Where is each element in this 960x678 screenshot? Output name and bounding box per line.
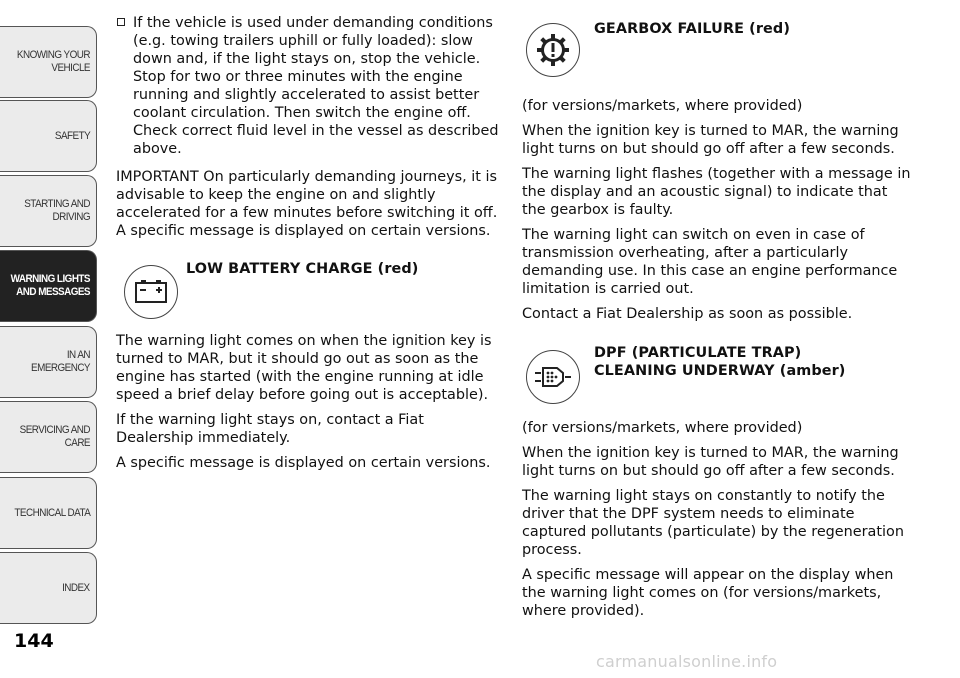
battery-paragraph: A specific message is displayed on certain versions. [116,455,491,471]
gearbox-warning-header [522,20,914,97]
battery-warning-title: LOW BATTERY CHARGE (red) [186,261,419,277]
battery-paragraph: The warning light comes on when the ignition key is turned to MAR, but it should go out as soon as the engine has started (with the engine running at idle speed a brief delay before going out is acceptable). [116,333,492,403]
dpf-paragraph: When the ignition key is turned to MAR, the warning light turns on but should go off after a few seconds. [522,445,899,479]
gearbox-paragraph: The warning light can switch on even in case of transmission overheating, after a particularly demanding use. In this case an engine performance limitation is carried out. [522,227,898,297]
gearbox-paragraph: Contact a Fiat Dealership as soon as possible. [522,306,853,322]
right-column [522,0,914,627]
tab-starting-and-driving[interactable]: STARTING AND DRIVING [0,175,97,247]
battery-paragraph: If the warning light stays on, contact a Fiat Dealership immediately. [116,412,424,446]
dpf-paragraph: (for versions/markets, where provided) [522,420,803,436]
gearbox-failure-icon [526,23,580,77]
left-column [116,0,500,479]
gearbox-warning-title: GEARBOX FAILURE (red) [594,21,790,37]
important-note: IMPORTANT On particularly demanding journeys, it is advisable to keep the engine on and slightly accelerated for a few minutes before switching it off. A specific message is displayed on certain versions. [116,169,498,239]
battery-icon [124,265,178,319]
dpf-warning-title: DPF (PARTICULATE TRAP) CLEANING UNDERWAY (amber) [594,345,846,379]
tab-warning-lights-and-messages[interactable]: WARNING LIGHTS AND MESSAGES [0,250,97,322]
bullet-item: If the vehicle is used under demanding conditions (e.g. towing trailers uphill or fully loaded): slow down and, if the light stays on, stop the vehicle. Stop for two or three minutes with the engine running and slightly accelerated to assist better coolant circulation. Then switch the engine off. Check correct fluid level in the vessel as described above. [116,14,500,158]
tab-index[interactable]: INDEX [0,552,97,624]
dpf-paragraph: A specific message will appear on the display when the warning light comes on (for versions/markets, where provided). [522,567,894,619]
gearbox-paragraph: When the ignition key is turned to MAR, the warning light turns on but should go off after a few seconds. [522,123,899,157]
tab-servicing-and-care[interactable]: SERVICING AND CARE [0,401,97,473]
checkbox-bullet-icon [117,18,125,26]
dpf-icon [526,350,580,404]
gearbox-paragraph: (for versions/markets, where provided) [522,98,803,114]
dpf-warning-header [522,344,914,419]
page-number: 144 [14,630,54,652]
gearbox-paragraph: The warning light flashes (together with a message in the display and an acoustic signal) to indicate that the gearbox is faulty. [522,166,911,218]
tab-knowing-your-vehicle[interactable]: KNOWING YOUR VEHICLE [0,26,97,98]
watermark: carmanualsonline.info [596,652,778,671]
battery-warning-header [116,260,500,332]
dpf-paragraph: The warning light stays on constantly to notify the driver that the DPF system needs to eliminate captured pollutants (particulate) by the regeneration process. [522,488,904,558]
tab-in-an-emergency[interactable]: IN AN EMERGENCY [0,326,97,398]
tab-safety[interactable]: SAFETY [0,100,97,172]
tab-technical-data[interactable]: TECHNICAL DATA [0,477,97,549]
